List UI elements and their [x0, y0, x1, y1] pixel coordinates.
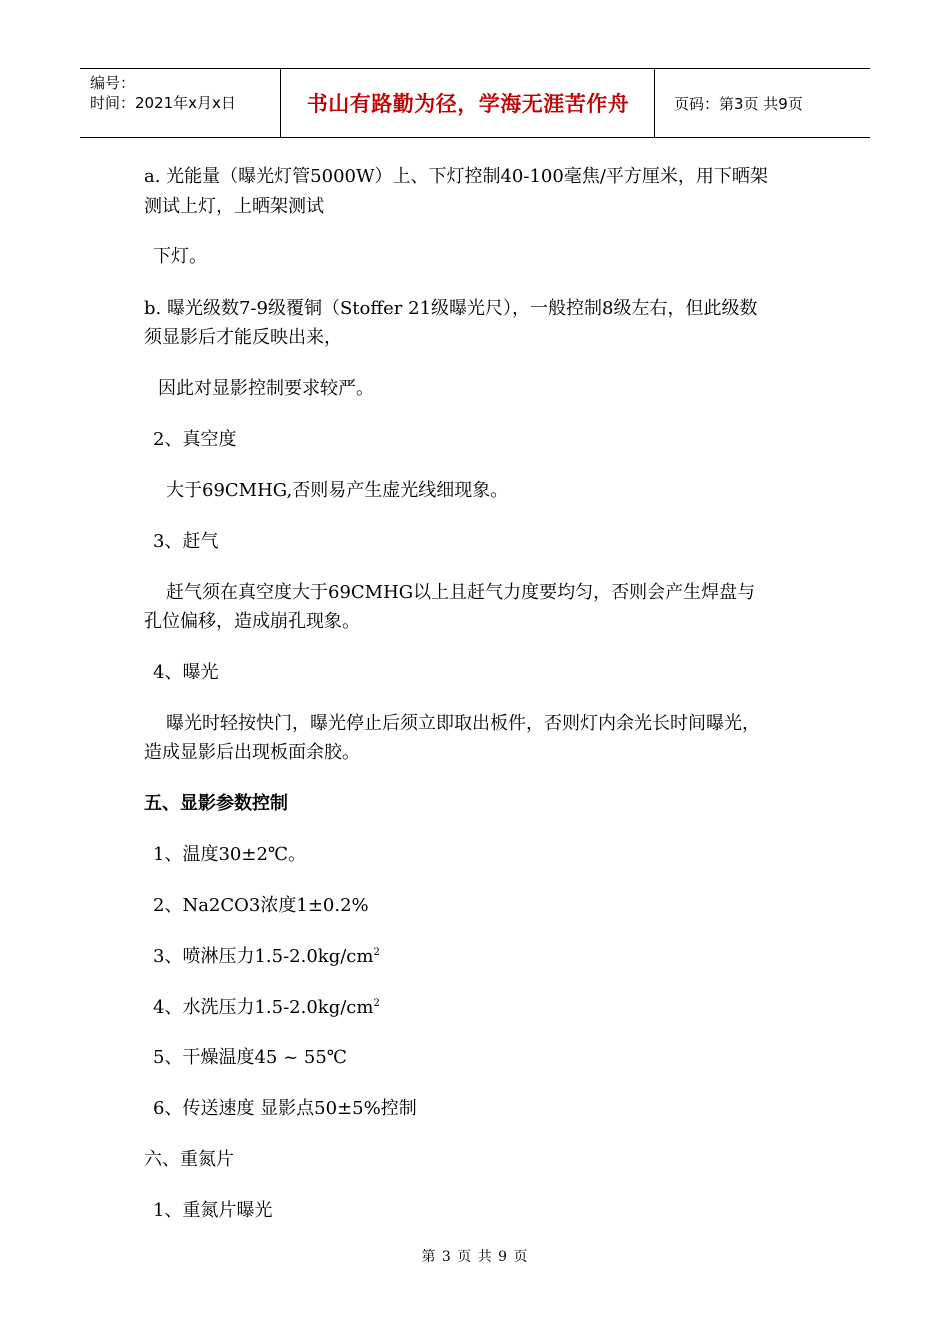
section-4-title: 4、曝光: [153, 662, 219, 683]
paragraph-b-line-1: b. 曝光级数7-9级覆铜（Stoffer 21级曝光尺），一般控制8级左右，但此级数: [144, 298, 758, 319]
section-3-title: 3、赶气: [153, 531, 219, 552]
list-item-concentration: 2、Na2CO3浓度1±0.2%: [153, 895, 369, 916]
paragraph-a-line-3: 下灯。: [153, 246, 207, 267]
header-number-label: 编号：: [90, 74, 136, 92]
list-item-conveyor-speed: 6、传送速度 显影点50±5%控制: [153, 1098, 417, 1119]
section-2-text: 大于69CMHG,否则易产生虚光线细现象。: [166, 480, 509, 501]
paragraph-a-line-1: a. 光能量（曝光灯管5000W）上、下灯控制40-100毫焦/平方厘米，用下晒架: [144, 166, 768, 187]
header-meta: [90, 73, 280, 113]
superscript: 2: [373, 998, 380, 1009]
paragraph-a-line-2: 测试上灯，上晒架测试: [144, 196, 324, 217]
list-item-rinse-pressure: [153, 993, 823, 1023]
section-5-heading: 五、显影参数控制: [144, 793, 288, 814]
section-4-line-1: 曝光时轻按快门，曝光停止后须立即取出板件，否则灯内余光长时间曝光，: [166, 713, 760, 734]
section-6-item-1: 1、重氮片曝光: [153, 1200, 273, 1221]
rinse-pressure-text: 4、水洗压力1.5-2.0kg/cm: [153, 997, 374, 1018]
section-3-line-2: 孔位偏移，造成崩孔现象。: [144, 611, 360, 632]
header-motto: 书山有路勤为径，学海无涯苦作舟: [306, 92, 630, 116]
section-4-line-2: 造成显影后出现板面余胶。: [144, 742, 360, 763]
header-divider: [280, 69, 281, 137]
spray-pressure-text: 3、喷淋压力1.5-2.0kg/cm: [153, 946, 374, 967]
superscript: 2: [373, 947, 380, 958]
section-6-heading: 六、重氮片: [144, 1149, 234, 1170]
header-page-info: [664, 69, 870, 137]
header-divider: [654, 69, 655, 137]
list-item-temperature: 1、温度30±2℃。: [153, 844, 307, 865]
document-header: [80, 68, 870, 138]
header-page-info-text: 页码：第3页 共9页: [674, 94, 803, 113]
paragraph-b-line-2: 须显影后才能反映出来，: [144, 327, 342, 348]
list-item-spray-pressure: [153, 942, 823, 972]
list-item-drying-temperature: 5、干燥温度45 ~ 55℃: [153, 1047, 347, 1068]
header-time-label: 时间：2021年x月x日: [90, 94, 236, 112]
page-footer: 第 3 页 共 9 页: [421, 1249, 529, 1265]
section-3-line-1: 赶气须在真空度大于69CMHG以上且赶气力度要均匀，否则会产生焊盘与: [166, 582, 756, 603]
section-2-title: 2、真空度: [153, 429, 237, 450]
paragraph-b-line-3: 因此对显影控制要求较严。: [158, 378, 374, 399]
